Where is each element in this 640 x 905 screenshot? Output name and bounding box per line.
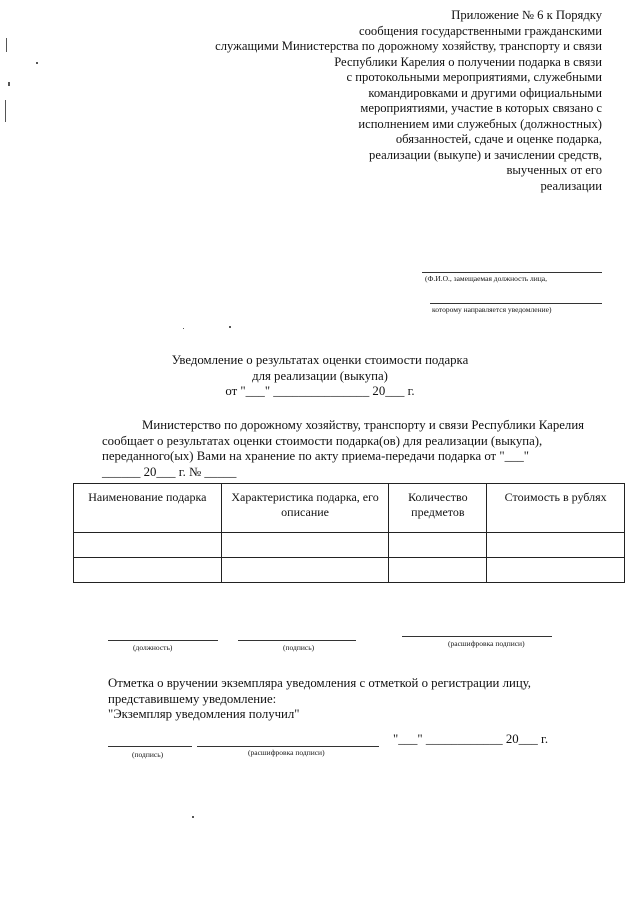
receiver-decoding-line xyxy=(197,746,379,747)
header-gift-name: Наименование подарка xyxy=(74,484,222,533)
table-cell[interactable] xyxy=(389,558,487,583)
appendix-line: реализации xyxy=(540,178,602,193)
header-quantity: Количество предметов xyxy=(389,484,487,533)
body-line-2: сообщает о результатах оценки стоимости подарка(ов) для реализации (выкупа), xyxy=(102,433,543,448)
table-cell[interactable] xyxy=(221,533,389,558)
table-row xyxy=(74,533,625,558)
title-line-3: от "___" _______________ 20___ г. xyxy=(225,384,415,398)
appendix-line: сообщения государственными гражданскими xyxy=(359,23,602,38)
appendix-line: служащими Министерства по дорожному хозяйству, транспорту и связи xyxy=(215,39,602,53)
appendix-header xyxy=(162,8,602,194)
table-cell[interactable] xyxy=(74,558,222,583)
notice-line-1: Отметка о вручении экземпляра уведомления с отметкой о регистрации лицу, xyxy=(108,676,532,690)
scan-mark xyxy=(36,62,38,64)
delivery-notice xyxy=(108,676,588,723)
table-cell[interactable] xyxy=(221,558,389,583)
recipient-line-2 xyxy=(430,303,602,304)
appendix-line: обязанностей, сдаче и оценке подарка, xyxy=(395,132,602,146)
header-cost: Стоимость в рублях xyxy=(487,484,625,533)
appendix-line: командировками и другими официальными xyxy=(368,85,602,100)
body-line-4: ______ 20___ г. № _____ xyxy=(102,464,237,479)
table-cell[interactable] xyxy=(487,533,625,558)
appendix-line: Республики Карелия о получении подарка в связи xyxy=(334,54,602,69)
table-cell[interactable] xyxy=(74,533,222,558)
receiver-decoding-label: (расшифровка подписи) xyxy=(248,748,325,757)
receipt-date: "___" ____________ 20___ г. xyxy=(393,732,549,746)
decoding-line xyxy=(402,636,552,637)
body-line-1: Министерство по дорожному хозяйству, транспорту и связи Республики Карелия xyxy=(142,418,585,432)
body-line-3: переданного(ых) Вами на хранение по акту приема-передачи подарка от "___" xyxy=(102,449,529,463)
signature-label: (подпись) xyxy=(283,643,315,652)
appendix-line: реализации (выкупе) и зачислении средств, xyxy=(369,147,602,162)
appendix-line: с протокольными мероприятиями, служебными xyxy=(346,70,602,84)
appendix-line: выученных от его xyxy=(506,163,602,177)
scan-mark xyxy=(8,82,10,86)
scan-mark xyxy=(183,328,184,329)
appendix-line: Приложение № 6 к Порядку xyxy=(451,8,602,22)
receiver-signature-line xyxy=(108,746,192,747)
table-cell[interactable] xyxy=(487,558,625,583)
scan-mark xyxy=(6,38,7,52)
appendix-line: исполнением ими служебных (должностных) xyxy=(358,116,602,131)
appendix-line: мероприятиями, участие в которых связано с xyxy=(360,101,602,115)
table-header-row xyxy=(74,484,625,533)
title-line-2: для реализации (выкупа) xyxy=(252,368,388,383)
signature-line xyxy=(238,640,356,641)
body-paragraph xyxy=(102,418,602,480)
table-cell[interactable] xyxy=(389,533,487,558)
decoding-label: (расшифровка подписи) xyxy=(448,639,525,648)
notice-line-2: представившему уведомление: xyxy=(108,691,277,706)
recipient-label-2: которому направляется уведомление) xyxy=(432,305,552,314)
title-line-1: Уведомление о результатах оценки стоимости подарка xyxy=(171,353,469,367)
gifts-table xyxy=(73,483,625,583)
scan-mark xyxy=(5,100,6,122)
receiver-signature-label: (подпись) xyxy=(132,750,164,759)
document-title xyxy=(0,353,640,400)
notice-line-3: "Экземпляр уведомления получил" xyxy=(108,707,300,721)
scan-mark xyxy=(229,326,231,328)
recipient-label-1: (Ф.И.О., замещаемая должность лица, xyxy=(425,274,547,283)
position-line xyxy=(108,640,218,641)
header-gift-description: Характеристика подарка, его описание xyxy=(221,484,389,533)
position-label: (должность) xyxy=(133,643,173,652)
table-row xyxy=(74,558,625,583)
recipient-line-1 xyxy=(422,272,602,273)
scan-mark xyxy=(192,816,194,818)
